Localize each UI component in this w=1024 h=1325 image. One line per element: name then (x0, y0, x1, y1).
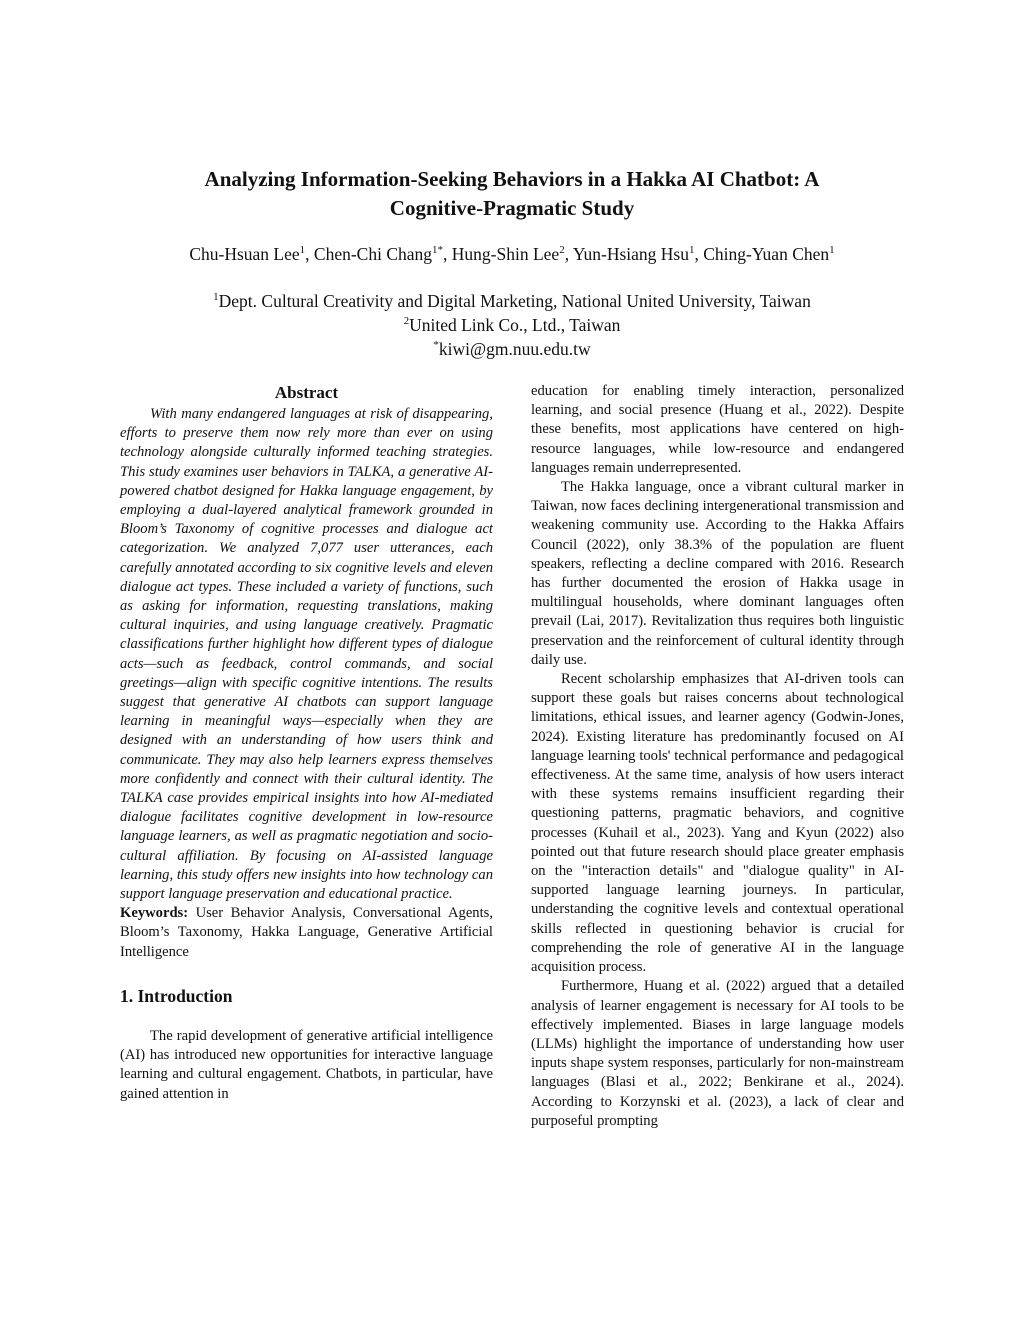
body-paragraph: education for enabling timely interaction, personalized learning, and social presence (Huang et al., 2022). Despite these benefits, most applications have centered on high-resource languages, while low-resource and endangered languages remain underrepresented. (531, 383, 904, 476)
keywords-label: Keywords: (120, 905, 189, 922)
abstract-heading: Abstract (274, 383, 339, 402)
affiliation-1: $^1$Dept. Cultural Creativity and Digital Marketing, National United University, Taiwan (213, 291, 811, 311)
paper-title-line-1: Analyzing Information-Seeking Behaviors in a Hakka AI Chatbot: A (204, 167, 820, 191)
author-list (100, 242, 924, 266)
body-paragraph: The Hakka language, once a vibrant cultural marker in Taiwan, now faces declining intergenerational transmission and weakening community use. According to the Hakka Affairs Council (2022), only 38.3% of the population are fluent speakers, reflecting a decline compared with 2016. Research has further documented the erosion of Hakka usage in multilingual households, where dominant languages often prevail (Lai, 2017). Revitalization thus requires both linguistic preservation and the reinforcement of cultural identity through daily use. (531, 479, 904, 668)
author: Chen-Chi Chang$^{1*}$, (313, 244, 452, 264)
keywords-text: User Behavior Analysis, Conversational Agents, Bloom’s Taxonomy, Hakka Language, Generative Artificial Intelligence (120, 905, 493, 960)
author: Chu-Hsuan Lee$^1$, (189, 244, 314, 264)
section-heading-introduction: 1. Introduction (120, 985, 233, 1006)
right-column (531, 382, 904, 1131)
body-paragraph: Recent scholarship emphasizes that AI-driven tools can support these goals but raises concerns about technological limitations, ethical issues, and learner agency (Godwin-Jones, 2024). Existing literature has predominantly focused on AI language learning tools' technical performance and pedagogical effectiveness. At the same time, analysis of how users interact with these systems remains insufficient regarding their questioning patterns, pragmatic behaviors, and cognitive processes (Kuhail et al., 2023). Yang and Kyun (2022) also pointed out that future research should place greater emphasis on the "interaction details" and "dialogue quality" in AI-supported language learning journeys. In particular, understanding the cognitive levels and contextual operational skills reflected in questioning behavior is crucial for comprehending the role of generative AI in the language acquisition process. (531, 671, 904, 976)
corresponding-email: *kiwi@gm.nuu.edu.tw (433, 339, 591, 359)
paper-title-line-2: Cognitive-Pragmatic Study (389, 196, 635, 220)
paper-title (120, 165, 904, 223)
affiliations (100, 289, 924, 361)
affiliation-2: $^2$United Link Co., Ltd., Taiwan (403, 315, 621, 335)
keywords (120, 904, 493, 962)
left-column (120, 383, 493, 1104)
author: Yun-Hsiang Hsu$^1$, (572, 244, 704, 264)
author: Ching-Yuan Chen$^1$ (703, 244, 835, 264)
body-paragraph: Furthermore, Huang et al. (2022) argued that a detailed analysis of learner engagement is necessary for AI tools to be effectively implemented. Biases in large language models (LLMs) highlight the importance of understanding how user inputs shape system responses, particularly for non-mainstream languages (Blasi et al., 2022; Benkirane et al., 2024). According to Korzynski et al. (2023), a lack of clear and purposeful prompting (531, 978, 904, 1129)
author: Hung-Shin Lee$^2$, (451, 244, 573, 264)
intro-paragraph-1: The rapid development of generative artificial intelligence (AI) has introduced new opportunities for interactive language learning and cultural engagement. Chatbots, in particular, have gained attention in (120, 1027, 493, 1102)
abstract-body: With many endangered languages at risk of disappearing, efforts to preserve them now rely more than ever on using technology alongside culturally informed teaching strategies. This study examines user behaviors in TALKA, a generative AI-powered chatbot designed for Hakka language engagement, by employing a dual-layered analytical framework grounded in Bloom’s Taxonomy of cognitive processes and dialogue act categorization. We analyzed 7,077 user utterances, each carefully annotated according to six cognitive levels and eleven dialogue act types. These included a variety of functions, such as asking for information, requesting translations, making cultural inquiries, and using language creatively. Pragmatic classifications further highlight how different types of dialogue acts—such as feedback, control commands, and social greetings—align with specific cognitive intentions. The results suggest that generative AI chatbots can support language learning in meaningful ways—especially when they are designed with an understanding of how users think and communicate. They may also help learners express themselves more confidently and connect with their cultural identity. The TALKA case provides empirical insights into how AI-mediated dialogue facilitates cognitive development in low-resource language learners, as well as pragmatic negotiation and socio-cultural affiliation. By focusing on AI-assisted language learning, this study offers new insights into how technology can support language preservation and educational practice. (120, 406, 493, 903)
